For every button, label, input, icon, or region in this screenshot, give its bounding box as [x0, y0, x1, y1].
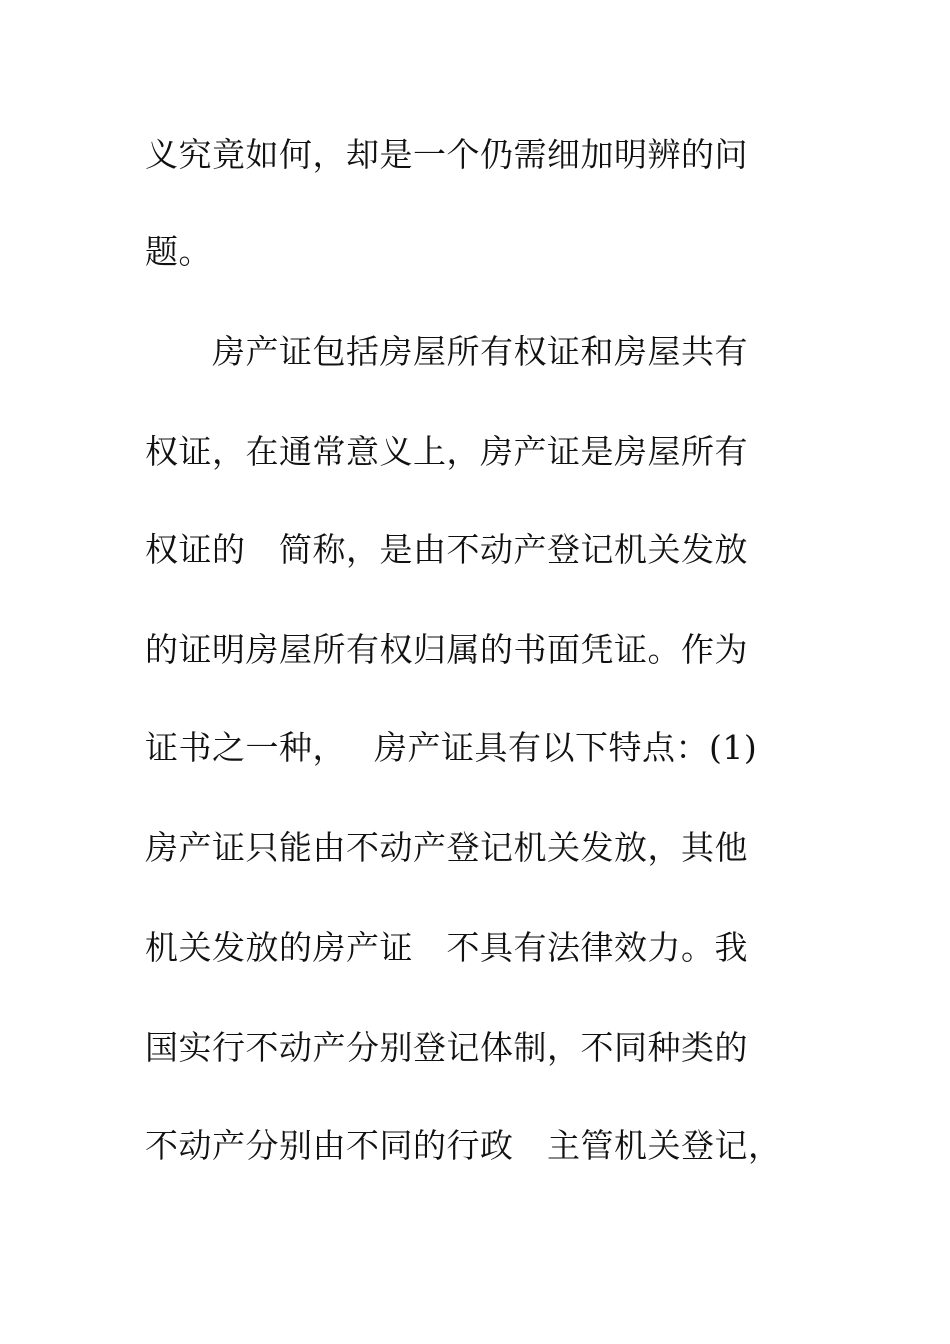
text-line-9: 机关发放的房产证 不具有法律效力。我 — [145, 928, 748, 967]
text-line-8: 房产证只能由不动产登记机关发放，其他 — [145, 828, 748, 867]
text-line-4: 权证，在通常意义上，房产证是房屋所有 — [145, 432, 748, 471]
text-line-5: 权证的 简称，是由不动产登记机关发放 — [145, 530, 748, 569]
text-line-6: 的证明房屋所有权归属的书面凭证。作为 — [145, 630, 748, 669]
text-line-1: 义究竟如何，却是一个仍需细加明辨的问 — [145, 135, 748, 174]
text-line-3: 房产证包括房屋所有权证和房屋共有 — [145, 332, 748, 371]
text-line-10: 国实行不动产分别登记体制，不同种类的 — [145, 1028, 748, 1067]
text-line-7: 证书之一种， 房产证具有以下特点：(1) — [145, 728, 758, 767]
text-line-11: 不动产分别由不同的行政 主管机关登记， — [145, 1126, 782, 1165]
text-line-2: 题。 — [145, 232, 212, 271]
